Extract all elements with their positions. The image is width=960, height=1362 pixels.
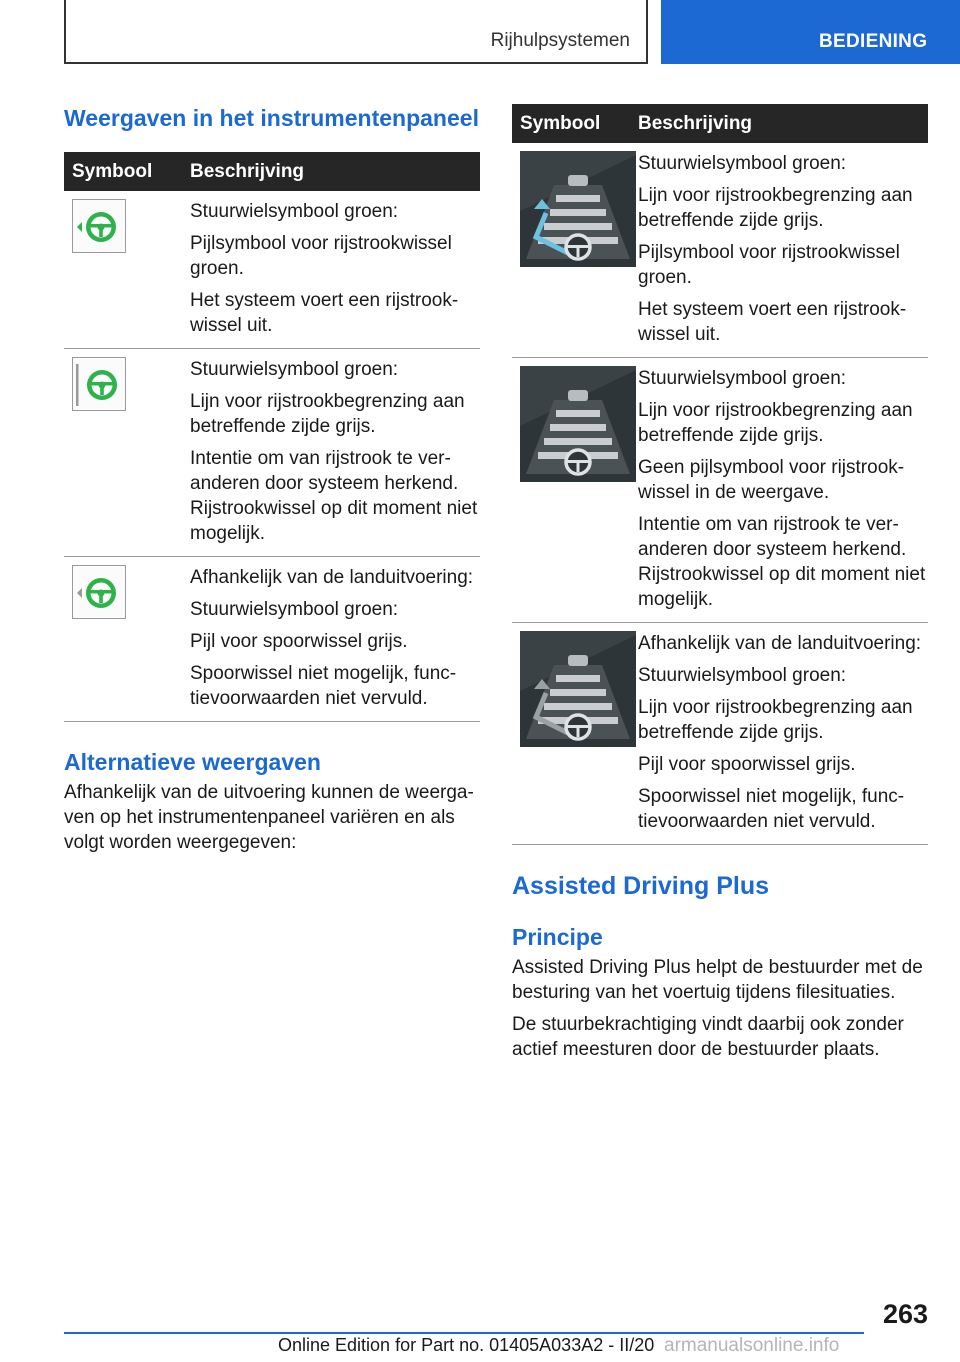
steering-wheel-green-lane-limit-icon [72, 357, 126, 411]
lane-display-no-arrow-icon [520, 366, 636, 482]
lane-display-arrow-green-icon [520, 151, 636, 267]
description-line: Pijlsymbool voor rijstrookwissel groen. [190, 233, 452, 279]
right-column [512, 104, 928, 1069]
description-line: Stuurwielsymbool groen: [190, 359, 399, 380]
steering-wheel-green-lane-change-icon [72, 199, 126, 253]
description-line: Het systeem voert een rijstrookwissel uit. [190, 290, 459, 336]
description-line: Pijlsymbool voor rijstrookwissel groen. [638, 242, 900, 288]
table-header-symbol: Symbool [64, 152, 188, 191]
description-line: Afhankelijk van de landuitvoering: [638, 633, 922, 654]
table-row [512, 358, 928, 623]
alternative-heading: Alternatieve weergaven [64, 749, 321, 775]
principle-paragraph-1: Assisted Driving Plus helpt de bestuurder met de besturing van het voertuig tijdens filesituaties. [512, 957, 923, 1003]
description-line: Pijl voor spoorwissel grijs. [638, 754, 856, 775]
description-line: Stuurwielsymbool groen: [190, 599, 399, 620]
description-line: Spoorwissel niet mogelijk, functievoorwaarden niet vervuld. [190, 663, 457, 709]
table-row [64, 557, 480, 722]
left-column [64, 104, 480, 862]
symbol-table-left [64, 152, 480, 722]
section-title: Rijhulpsystemen [490, 30, 630, 51]
header-box [64, 0, 648, 64]
alternative-text: Afhankelijk van de uitvoering kunnen de weergaven op het instrumentenpaneel variëren en als volgt worden weergegeven: [64, 782, 474, 853]
description-line: Intentie om van rijstrook te veranderen door systeem herkend. Rijstrookwissel op dit moment niet mogelijk. [638, 514, 926, 610]
description-line: Lijn voor rijstrookbegrenzing aan betreffende zijde grijs. [638, 697, 913, 743]
symbol-table-right [512, 104, 928, 845]
table-row [64, 349, 480, 557]
table-header-description: Beschrijving [636, 104, 928, 143]
edition-text: Online Edition for Part no. 01405A033A2 - II/20 [278, 1335, 655, 1355]
description-line: Stuurwielsymbool groen: [190, 201, 399, 222]
table-row [512, 623, 928, 845]
watermark-text: armanualsonline.info [664, 1335, 840, 1356]
description-line: Het systeem voert een rijstrookwissel uit. [638, 299, 907, 345]
steering-wheel-green-arrow-grey-icon [72, 565, 126, 619]
description-line: Afhankelijk van de landuitvoering: [190, 567, 474, 588]
description-line: Stuurwielsymbool groen: [638, 368, 847, 389]
principle-paragraph-2: De stuurbekrachtiging vindt daarbij ook zonder actief meesturen door de bestuurder plaats. [512, 1014, 904, 1060]
page-number: 263 [882, 1299, 928, 1329]
table-header-description: Beschrijving [188, 152, 480, 191]
table-row [512, 143, 928, 358]
table-header-symbol: Symbool [512, 104, 636, 143]
description-line: Spoorwissel niet mogelijk, functievoorwaarden niet vervuld. [638, 786, 905, 832]
description-line: Geen pijlsymbool voor rijstrookwissel in de weergave. [638, 457, 905, 503]
description-line: Intentie om van rijstrook te veranderen door systeem herkend. Rijstrookwissel op dit moment niet mogelijk. [190, 448, 478, 544]
chapter-title: BEDIENING [819, 31, 928, 52]
table-row [64, 191, 480, 349]
description-line: Pijl voor spoorwissel grijs. [190, 631, 408, 652]
description-line: Stuurwielsymbool groen: [638, 665, 847, 686]
assisted-driving-heading: Assisted Driving Plus [512, 872, 770, 900]
description-line: Lijn voor rijstrookbegrenzing aan betreffende zijde grijs. [190, 391, 465, 437]
description-line: Stuurwielsymbool groen: [638, 153, 847, 174]
footer-divider [64, 1332, 864, 1334]
section-heading-displays: Weergaven in het instrumentenpaneel [64, 105, 479, 131]
description-line: Lijn voor rijstrookbegrenzing aan betreffende zijde grijs. [638, 185, 913, 231]
lane-display-arrow-grey-icon [520, 631, 636, 747]
chapter-tab [661, 0, 960, 64]
description-line: Lijn voor rijstrookbegrenzing aan betreffende zijde grijs. [638, 400, 913, 446]
principle-heading: Principe [512, 924, 603, 950]
